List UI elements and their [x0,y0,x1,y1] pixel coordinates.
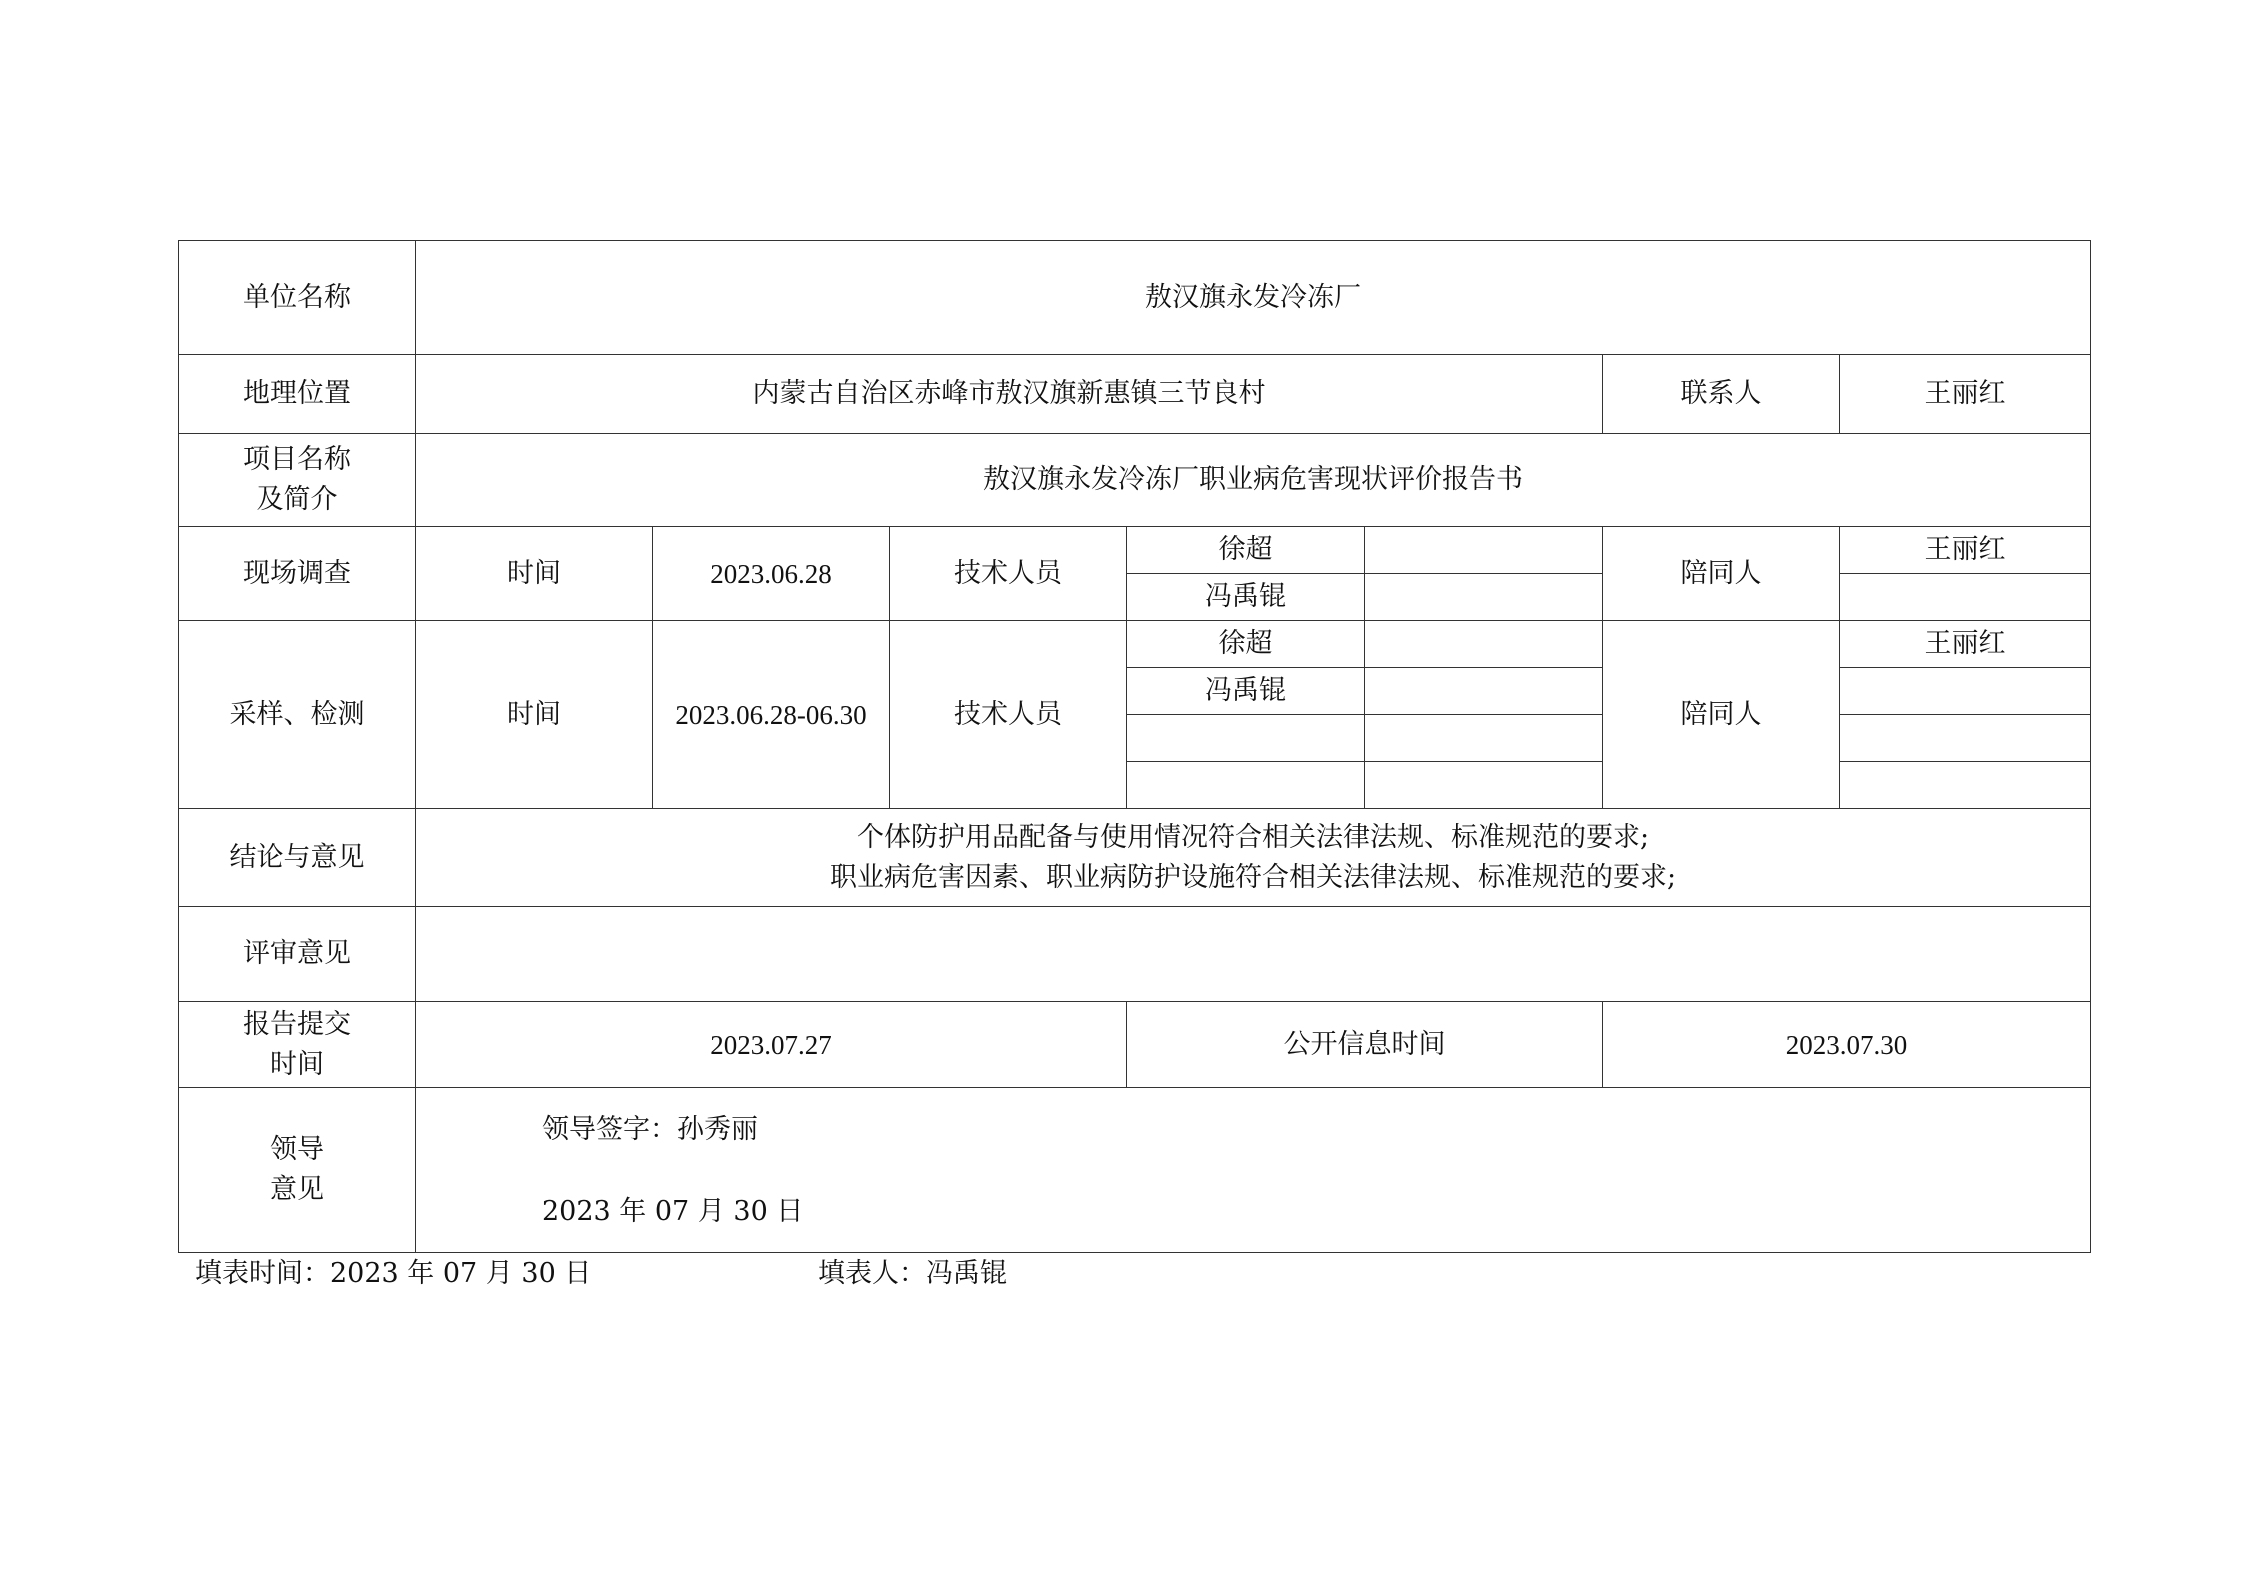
row-submission [179,1002,2091,1088]
leader-label-line2: 意见 [270,1174,324,1205]
survey-tech-staff-2: 冯禹锟 [1127,574,1365,621]
form-filler: 填表人：冯禹锟 [818,1258,1007,1289]
survey-escort-1: 王丽红 [1840,527,2091,574]
row-project [179,434,2091,527]
submission-label-line1: 报告提交 [243,1008,351,1040]
public-info-label: 公开信息时间 [1127,1002,1603,1088]
location-value: 内蒙古自治区赤峰市敖汉旗新惠镇三节良村 [416,355,1603,434]
survey-tech-extra-2 [1365,574,1603,621]
sampling-escort-2 [1840,668,2091,715]
sampling-tech-staff-3 [1127,715,1365,762]
review-label: 评审意见 [179,907,416,1002]
row-location [179,355,2091,434]
survey-tech-label: 技术人员 [890,527,1127,621]
location-label: 地理位置 [179,355,416,434]
conclusion-label: 结论与意见 [179,809,416,907]
conclusion-line-1: 个体防护用品配备与使用情况符合相关法律法规、标准规范的要求; [856,821,1650,853]
sampling-escort-1: 王丽红 [1840,621,2091,668]
row-conclusion [179,809,2091,907]
submission-label-line2: 时间 [270,1048,324,1080]
fill-time: 填表时间：2023 年 07 月 30 日 [195,1258,592,1289]
sampling-tech-staff-1: 徐超 [1127,621,1365,668]
row-sampling [179,621,2091,668]
leader-date: 2023 年 07 月 30 日 [542,1196,804,1227]
project-label-line1: 项目名称 [243,444,351,475]
public-info-date: 2023.07.30 [1603,1002,2091,1088]
leader-signature: 领导签字：孙秀丽 [542,1114,758,1145]
submission-date: 2023.07.27 [416,1002,1127,1088]
row-review [179,907,2091,1002]
survey-time-label: 时间 [416,527,653,621]
survey-tech-extra-1 [1365,527,1603,574]
review-value [416,907,2091,1002]
survey-escort-2 [1840,574,2091,621]
survey-time-value: 2023.06.28 [653,527,890,621]
row-survey [179,527,2091,574]
sampling-tech-staff-2: 冯禹锟 [1127,668,1365,715]
project-label-line2: 及简介 [256,484,338,515]
leader-label [179,1088,416,1253]
contact-value: 王丽红 [1840,355,2091,434]
survey-escort-label: 陪同人 [1603,527,1840,621]
sampling-tech-extra-1 [1365,621,1603,668]
sampling-tech-extra-2 [1365,668,1603,715]
sampling-tech-label: 技术人员 [890,621,1127,809]
submission-label [179,1002,416,1088]
sampling-tech-extra-3 [1365,715,1603,762]
leader-opinion [416,1088,2091,1253]
unit-name-label: 单位名称 [179,241,416,355]
conclusion-line-2: 职业病危害因素、职业病防护设施符合相关法律法规、标准规范的要求; [829,861,1677,893]
leader-label-line1: 领导 [270,1134,324,1165]
survey-label: 现场调查 [179,527,416,621]
sampling-escort-4 [1840,762,2091,809]
conclusion-value [416,809,2091,907]
sampling-tech-staff-4 [1127,762,1365,809]
sampling-label: 采样、检测 [179,621,416,809]
sampling-time-label: 时间 [416,621,653,809]
sampling-escort-label: 陪同人 [1603,621,1840,809]
row-unit-name [179,241,2091,355]
row-leader [179,1088,2091,1253]
sampling-tech-extra-4 [1365,762,1603,809]
sampling-escort-3 [1840,715,2091,762]
contact-label: 联系人 [1603,355,1840,434]
evaluation-form-table [178,240,2091,1253]
survey-tech-staff-1: 徐超 [1127,527,1365,574]
unit-name-value: 敖汉旗永发冷冻厂 [416,241,2091,355]
project-value: 敖汉旗永发冷冻厂职业病危害现状评价报告书 [416,434,2091,527]
sampling-time-value: 2023.06.28-06.30 [653,621,890,809]
project-label [179,434,416,527]
